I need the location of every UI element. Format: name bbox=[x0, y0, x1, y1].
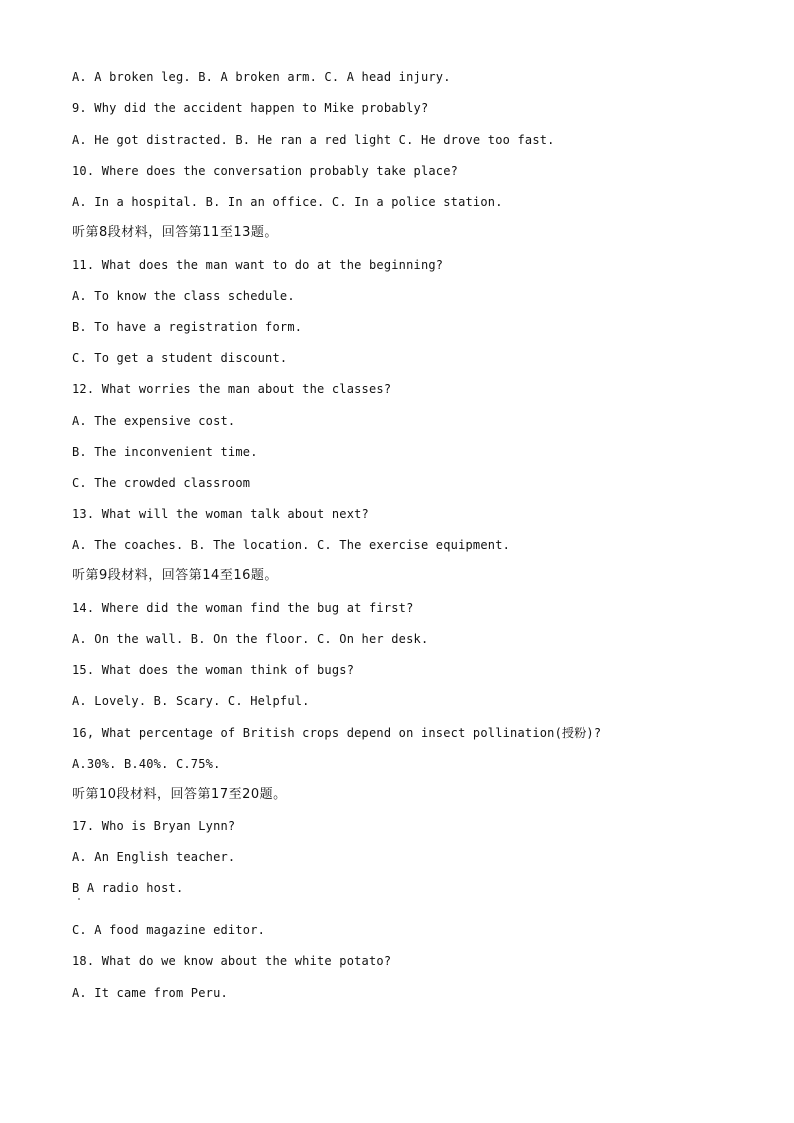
option-line-q10: A. In a hospital. B. In an office. C. In a police station. bbox=[72, 195, 503, 209]
question-14: 14. Where did the woman find the bug at first? bbox=[72, 601, 414, 615]
question-16: 16, What percentage of British crops depend on insect pollination(授粉)? bbox=[72, 726, 602, 740]
option-line-q16: A.30%. B.40%. C.75%. bbox=[72, 757, 221, 771]
option-12b: B. The inconvenient time. bbox=[72, 445, 258, 459]
question-10: 10. Where does the conversation probably take place? bbox=[72, 164, 459, 178]
option-line-q15: A. Lovely. B. Scary. C. Helpful. bbox=[72, 694, 310, 708]
question-11: 11. What does the man want to do at the beginning? bbox=[72, 258, 444, 272]
option-17b: B A radio host. bbox=[72, 881, 184, 895]
question-15: 15. What does the woman think of bugs? bbox=[72, 663, 355, 677]
option-line-q9: A. He got distracted. B. He ran a red light C. He drove too fast. bbox=[72, 133, 555, 147]
section-heading-10: 听第10段材料，回答第17至20题。 bbox=[72, 787, 287, 802]
option-12a: A. The expensive cost. bbox=[72, 414, 236, 428]
section-heading-8: 听第8段材料，回答第11至13题。 bbox=[72, 225, 278, 240]
question-17: 17. Who is Bryan Lynn? bbox=[72, 819, 236, 833]
option-17c: C. A food magazine editor. bbox=[72, 923, 266, 937]
option-11b: B. To have a registration form. bbox=[72, 320, 303, 334]
question-13: 13. What will the woman talk about next? bbox=[72, 507, 369, 521]
question-18: 18. What do we know about the white potato? bbox=[72, 954, 392, 968]
question-12: 12. What worries the man about the classes? bbox=[72, 382, 392, 396]
option-12c: C. The crowded classroom bbox=[72, 476, 251, 490]
option-line-q13: A. The coaches. B. The location. C. The exercise equipment. bbox=[72, 538, 511, 552]
section-heading-9: 听第9段材料，回答第14至16题。 bbox=[72, 568, 278, 583]
option-line-q14: A. On the wall. B. On the floor. C. On her desk. bbox=[72, 632, 429, 646]
option-line-q8: A. A broken leg. B. A broken arm. C. A head injury. bbox=[72, 70, 451, 84]
option-18a: A. It came from Peru. bbox=[72, 986, 228, 1000]
option-11c: C. To get a student discount. bbox=[72, 351, 288, 365]
question-9: 9. Why did the accident happen to Mike probably? bbox=[72, 101, 429, 115]
option-17a: A. An English teacher. bbox=[72, 850, 236, 864]
stray-mark bbox=[78, 898, 80, 900]
option-11a: A. To know the class schedule. bbox=[72, 289, 295, 303]
